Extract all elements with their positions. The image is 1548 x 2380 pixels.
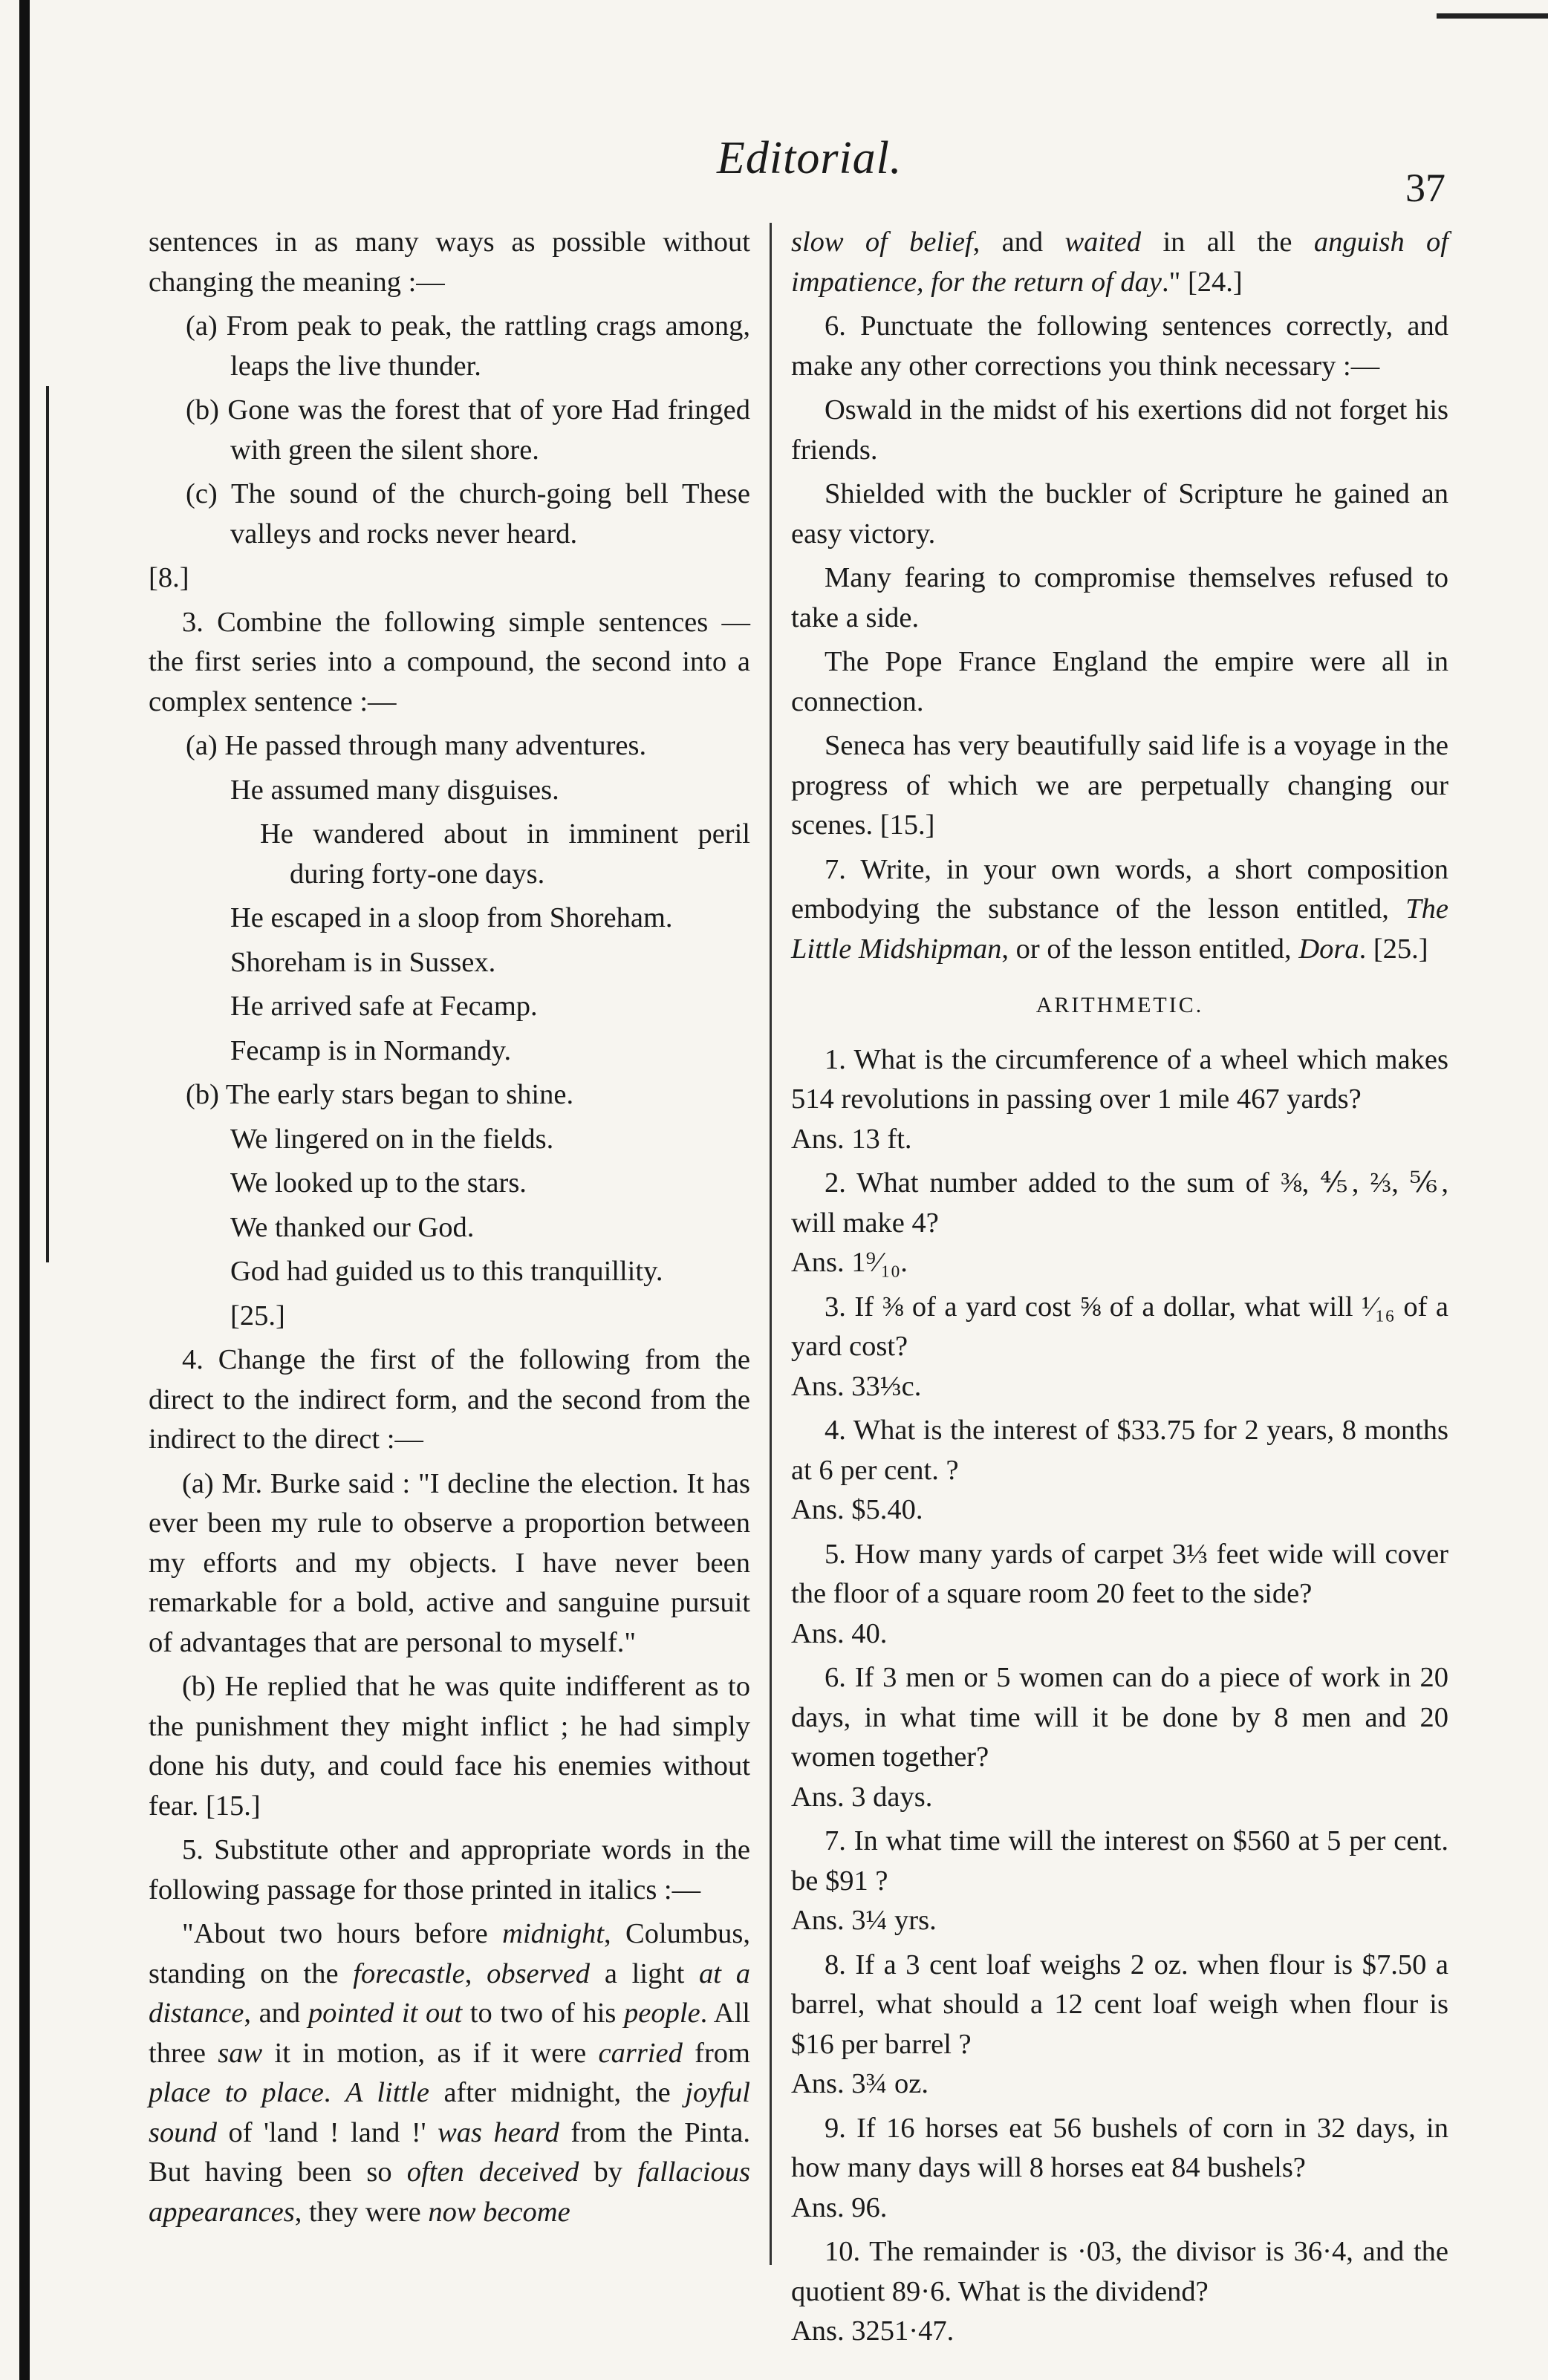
passage-italic-segment: observed: [487, 1957, 591, 1989]
question-7: 7. Write, in your own words, a short composition embodying the substance of the lesson entitled, The Little Midshipman, or of the lesson entitled, Dora. [25.]: [791, 853, 1448, 965]
paragraph-l16: We looked up to the stars.: [230, 1167, 527, 1199]
paragraph-l11: Shoreham is in Sussex.: [230, 946, 496, 978]
passage-segment: , Columbus, standing on the: [149, 1918, 750, 1989]
paragraph-l22: (b) He replied that he was quite indifferent as to the punishment they might inflict ; he had simply done his duty, and could face his enemies without fear. [15.]: [149, 1671, 750, 1822]
paragraph-r3: Shielded with the buckler of Scripture he gained an easy victory.: [791, 478, 1448, 550]
paragraph-l1: sentences in as many ways as possible without changing the meaning :—: [149, 226, 750, 298]
paragraph-l3: (b) Gone was the forest that of yore Had fringed with green the silent shore.: [186, 394, 750, 466]
passage-italic-segment: pointed it out: [308, 1998, 463, 2029]
passage-segment: of 'land ! land !': [216, 2116, 438, 2148]
problem-answer: Ans. 40.: [791, 1617, 888, 1649]
passage-italic-segment: place to place: [149, 2077, 324, 2108]
paragraph-l10: He escaped in a sloop from Shoreham.: [230, 902, 673, 933]
passage-segment: from the Pinta. But having been so: [149, 2116, 750, 2188]
problem-question: 3. If ⅜ of a yard cost ⅝ of a dollar, what will ¹⁄₁₆ of a yard cost?: [791, 1291, 1448, 1362]
problem-answer: Ans. 1⁹⁄₁₀.: [791, 1247, 908, 1278]
paragraph-l20: 4. Change the first of the following from the direct to the indirect form, and the second from the indirect to the direct :—: [149, 1344, 750, 1455]
page-number: 37: [1405, 166, 1445, 210]
problem-question: 9. If 16 horses eat 56 bushels of corn in 32 days, in how many days will 8 horses eat 84 bushels?: [791, 2112, 1448, 2183]
binding-edge-rule: [19, 0, 30, 2380]
columbus-passage: [149, 1914, 750, 2232]
passage-italic-segment: at a distance: [149, 1957, 750, 2029]
problem-question: 2. What number added to the sum of ⅜, ⅘, ⅔, ⅚, will make 4?: [791, 1167, 1448, 1239]
problem-answer: Ans. 33⅓c.: [791, 1370, 922, 1402]
paragraph-l2: (a) From peak to peak, the rattling crags among, leaps the live thunder.: [186, 310, 750, 382]
passage-segment: a light: [590, 1957, 700, 1989]
passage-italic-segment: saw: [218, 2037, 263, 2069]
corner-rule: [1437, 13, 1548, 19]
paragraph-l4: (c) The sound of the church-going bell These valleys and rocks never heard.: [186, 478, 750, 550]
passage-italic-segment: people: [624, 1998, 700, 2029]
paragraph-l5: [8.]: [149, 562, 189, 593]
paragraph-l18: God had guided us to this tranquillity.: [230, 1256, 663, 1287]
paragraph-l21: (a) Mr. Burke said : "I decline the election. It has ever been my rule to observe a proportion between my efforts and my objects. I have never been remarkable for a bold, active and sanguine pursuit of advantages that are personal to myself.": [149, 1467, 750, 1658]
arithmetic-problem-a3: [791, 1288, 1448, 1407]
running-head: Editorial.: [717, 133, 903, 183]
passage-italic-segment: often deceived: [406, 2156, 579, 2188]
passage-segment: by: [579, 2156, 638, 2188]
paragraph-l7: (a) He passed through many adventures.: [186, 730, 647, 761]
passage-segment: , and: [244, 1998, 308, 2029]
passage-italic-segment: fallacious appearances: [149, 2156, 750, 2228]
arithmetic-problem-a4: [791, 1411, 1448, 1530]
right-column: [791, 223, 1448, 2356]
left-column: [149, 223, 750, 2237]
arithmetic-problem-a7: [791, 1822, 1448, 1941]
problem-question: 7. In what time will the interest on $560 at 5 per cent. be $91 ?: [791, 1825, 1448, 1897]
problem-question: 10. The remainder is ·03, the divisor is 36·4, and the quotient 89·6. What is the dividend?: [791, 2236, 1448, 2307]
arithmetic-problem-a1: [791, 1040, 1448, 1160]
arithmetic-problem-a10: [791, 2232, 1448, 2352]
passage-italic-segment: midnight: [502, 1918, 605, 1949]
paragraph-l23: 5. Substitute other and appropriate words in the following passage for those printed in italics :—: [149, 1834, 750, 1905]
paragraph-r1: 6. Punctuate the following sentences correctly, and make any other corrections you think necessary :—: [791, 310, 1448, 382]
passage-segment: . All three: [149, 1998, 751, 2069]
paragraph-l12: He arrived safe at Fecamp.: [230, 991, 538, 1022]
passage-italic-part: slow of belief: [791, 226, 973, 258]
passage-segment: .: [323, 2077, 345, 2108]
column-divider: [770, 223, 772, 2265]
passage-segment: after midnight, the: [429, 2077, 686, 2108]
left-column-items: [149, 223, 750, 1910]
passage-italic-segment: joyful sound: [149, 2077, 750, 2148]
problem-question: 5. How many yards of carpet 3⅓ feet wide will cover the floor of a square room 20 feet to the side?: [791, 1538, 1448, 1609]
passage-segment: , and: [972, 226, 1065, 258]
arithmetic-problem-a9: [791, 2109, 1448, 2229]
paragraph-l14: (b) The early stars began to shine.: [186, 1079, 574, 1110]
passage-segment: it in motion, as if it were: [262, 2037, 599, 2069]
passage-segment: ,: [464, 1957, 487, 1989]
passage-italic-segment: A little: [345, 2077, 429, 2108]
passage-segment: "About two hours before: [182, 1918, 503, 1949]
problem-answer: Ans. 3¾ oz.: [791, 2068, 929, 2099]
problem-answer: Ans. 13 ft.: [791, 1123, 912, 1155]
problem-answer: Ans. 3¼ yrs.: [791, 1905, 937, 1936]
paragraph-r2: Oswald in the midst of his exertions did not forget his friends.: [791, 394, 1448, 466]
paragraph-l6: 3. Combine the following simple sentences — the first series into a compound, the second into a complex sentence :—: [149, 606, 750, 717]
problem-answer: Ans. 3251·47.: [791, 2315, 955, 2347]
passage-segment: ." [24.]: [1161, 266, 1243, 298]
passage-italic-segment: forecastle: [353, 1957, 465, 1989]
problem-answer: Ans. 3 days.: [791, 1781, 933, 1813]
passage-italic-segment: waited: [1064, 226, 1142, 258]
paragraph-l17: We thanked our God.: [230, 1211, 475, 1243]
passage-segment: , they were: [294, 2196, 429, 2228]
passage-italic-segment: anguish of impatience, for the return of day: [791, 226, 1448, 298]
margin-rule: [46, 386, 49, 1262]
right-column-items: [791, 307, 1448, 846]
problem-answer: Ans. $5.40.: [791, 1494, 923, 1525]
arithmetic-heading: ARITHMETIC.: [1035, 993, 1204, 1017]
paragraph-l9: He wandered about in imminent peril during forty-one days.: [260, 818, 750, 890]
passage-italic-part: now become: [428, 2196, 570, 2228]
problem-question: 8. If a 3 cent loaf weighs 2 oz. when flour is $7.50 a barrel, what should a 12 cent loaf weigh when flour is $16 per barrel ?: [791, 1949, 1448, 2060]
passage-italic-segment: carried: [598, 2037, 683, 2069]
arithmetic-problem-a8: [791, 1946, 1448, 2104]
paragraph-r6: Seneca has very beautifully said life is a voyage in the progress of which we are perpetually changing our scenes. [15.]: [791, 730, 1448, 841]
passage-italic-segment: was heard: [438, 2116, 559, 2148]
paragraph-r5: The Pope France England the empire were all in connection.: [791, 646, 1448, 717]
passage-continuation: [791, 223, 1448, 302]
arithmetic-problems: [791, 1040, 1448, 2352]
arithmetic-problem-a5: [791, 1535, 1448, 1654]
problem-question: 4. What is the interest of $33.75 for 2 years, 8 months at 6 per cent. ?: [791, 1415, 1448, 1486]
problem-answer: Ans. 96.: [791, 2191, 888, 2223]
passage-segment: in all the: [1141, 226, 1314, 258]
arithmetic-problem-a2: [791, 1164, 1448, 1283]
paragraph-l15: We lingered on in the fields.: [230, 1123, 554, 1155]
problem-question: 6. If 3 men or 5 women can do a piece of work in 20 days, in what time will it be done by 8 men and 20 women together?: [791, 1662, 1448, 1773]
arithmetic-problem-a6: [791, 1658, 1448, 1817]
paragraph-r4: Many fearing to compromise themselves refused to take a side.: [791, 562, 1448, 633]
problem-question: 1. What is the circumference of a wheel which makes 514 revolutions in passing over 1 mile 467 yards?: [791, 1043, 1448, 1115]
passage-segment: to two of his: [462, 1998, 625, 2029]
paragraph-l19: [25.]: [230, 1300, 285, 1331]
passage-segment: from: [682, 2037, 750, 2069]
paragraph-l13: Fecamp is in Normandy.: [230, 1034, 512, 1066]
paragraph-l8: He assumed many disguises.: [230, 774, 559, 806]
